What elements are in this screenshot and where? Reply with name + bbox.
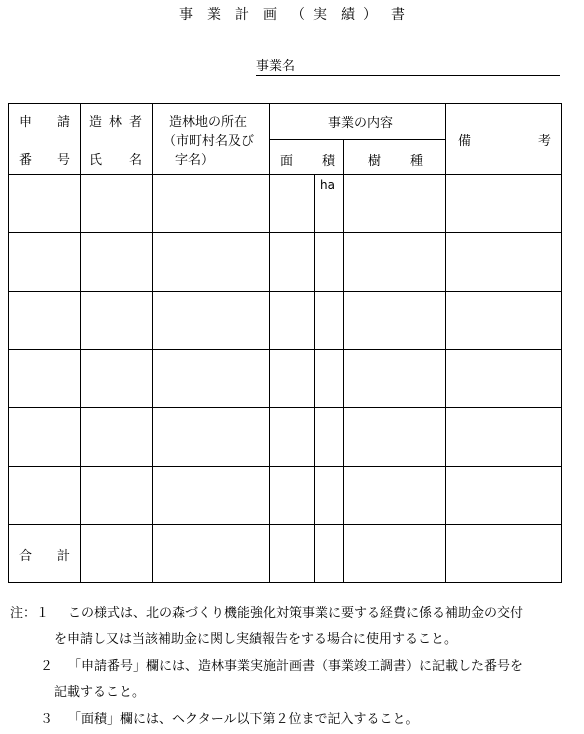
total-row [9,525,562,583]
cell-remarks[interactable] [446,467,562,525]
table-row [9,233,562,292]
cell-app-no[interactable] [9,467,81,525]
header-area [270,139,344,175]
project-name-label: 事業名 [256,59,296,74]
note-1b: を申請し又は当該補助金に関し実績報告をする場合に使用すること。 [54,632,458,647]
cell-planter[interactable] [81,233,153,292]
header-text: 林 [109,115,123,130]
cell-species[interactable] [344,175,446,233]
cell-location[interactable] [153,350,270,408]
cell-species[interactable] [344,525,446,583]
cell-location[interactable] [153,292,270,350]
cell-remarks[interactable] [446,350,562,408]
cell-planter[interactable] [81,408,153,467]
table-row [9,467,562,525]
header-text: 者 [129,115,143,130]
cell-species[interactable] [344,408,446,467]
note-3a: 「面積」欄には、ヘクタール以下第２位まで記入すること。 [68,712,419,727]
cell-species[interactable] [344,350,446,408]
cell-area-dec[interactable] [315,350,344,408]
project-name-field[interactable] [256,58,560,76]
header-text: 氏 [89,153,103,168]
note-3-num: ３ [40,712,54,727]
cell-location[interactable] [153,525,270,583]
cell-app-no[interactable] [9,233,81,292]
header-text: 種 [410,153,424,169]
title-char: 績 [341,7,355,23]
header-text: 字名） [175,153,215,168]
note-1a: この様式は、北の森づくり機能強化対策事業に要する経費に係る補助金の交付 [68,606,524,621]
header-text: （市町村名及び [163,134,255,149]
header-text: 考 [538,134,552,149]
header-text: 造 [89,115,103,130]
table-row [9,408,562,467]
cell-area-dec[interactable] [315,408,344,467]
cell-area-int[interactable] [270,292,315,350]
header-location [153,104,270,175]
title-char: 事 [179,7,193,23]
cell-remarks[interactable] [446,233,562,292]
unit-ha: ha [320,178,335,192]
cell-area-dec[interactable] [315,467,344,525]
cell-species[interactable] [344,292,446,350]
cell-app-no[interactable] [9,292,81,350]
cell-app-no[interactable] [9,175,81,233]
cell-area-int[interactable] [270,408,315,467]
total-text: 合 [19,549,33,564]
cell-remarks[interactable] [446,292,562,350]
total-text: 計 [57,549,71,564]
header-content [270,104,446,140]
cell-area-int[interactable] [270,467,315,525]
cell-area-int[interactable] [270,525,315,583]
cell-planter[interactable] [81,525,153,583]
header-text: 名 [129,153,143,168]
header-text: 申 [19,115,33,130]
title-char: 画 [263,7,277,23]
header-planter-name [81,104,153,175]
cell-area-dec[interactable] [315,525,344,583]
cell-species[interactable] [344,233,446,292]
header-row-1 [9,104,562,140]
note-prefix: 注：１ [10,606,50,621]
header-text: 造林地の所在 [169,115,248,130]
header-text: 面 [280,153,294,169]
cell-location[interactable] [153,408,270,467]
cell-area-dec[interactable] [315,175,344,233]
header-species [344,139,446,175]
header-text: 事業の内容 [328,116,394,131]
title-char: 業 [207,7,221,23]
title-char: （ [291,7,305,23]
cell-planter[interactable] [81,292,153,350]
cell-app-no[interactable] [9,408,81,467]
table-row [9,292,562,350]
cell-location[interactable] [153,175,270,233]
cell-remarks[interactable] [446,408,562,467]
cell-area-int[interactable] [270,350,315,408]
total-label-cell [9,525,81,583]
title-char: 計 [235,7,249,23]
cell-area-int[interactable] [270,233,315,292]
note-2b: 記載すること。 [54,685,146,700]
note-2-num: ２ [40,659,54,674]
note-2a: 「申請番号」欄には、造林事業実施計画書（事業竣工調書）に記載した番号を [68,659,524,674]
cell-area-int[interactable] [270,175,315,233]
cell-area-dec[interactable] [315,292,344,350]
cell-location[interactable] [153,467,270,525]
header-text: 請 [57,115,71,130]
title-char: 実 [313,7,327,23]
cell-app-no[interactable] [9,350,81,408]
header-application-number [9,104,81,175]
cell-planter[interactable] [81,467,153,525]
header-text: 号 [57,153,71,168]
cell-area-dec[interactable] [315,233,344,292]
plan-table [8,103,562,583]
page-title [0,4,584,24]
cell-planter[interactable] [81,350,153,408]
table-row [9,350,562,408]
cell-planter[interactable] [81,175,153,233]
cell-location[interactable] [153,233,270,292]
header-text: 備 [458,134,472,149]
cell-remarks[interactable] [446,525,562,583]
title-char: ） [363,7,377,23]
cell-remarks[interactable] [446,175,562,233]
table-row [9,175,562,233]
cell-species[interactable] [344,467,446,525]
header-text: 樹 [368,153,382,169]
header-text: 積 [322,153,336,169]
title-char: 書 [391,7,405,23]
header-remarks [446,104,562,175]
header-text: 番 [19,153,33,168]
